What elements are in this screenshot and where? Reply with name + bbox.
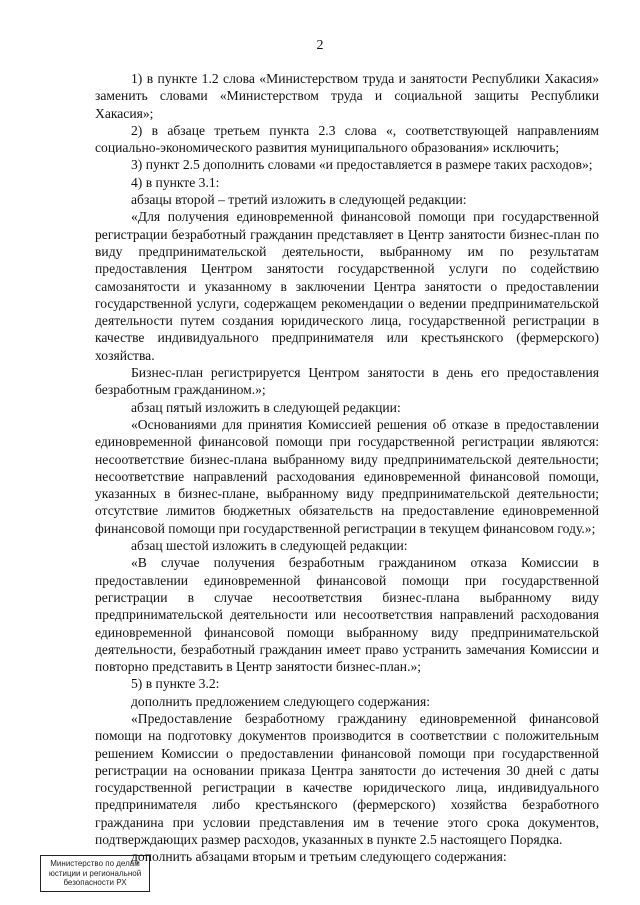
stamp-line: юстиции и региональной [48,868,142,878]
ministry-stamp [40,855,150,892]
paragraph-instruction: абзац шестой изложить в следующей редакции: [131,538,408,554]
paragraph-item-2-amendment: 2) в абзаце третьем пункта 2.3 слова «, соответствующей направлениям социально-экономического развития муниципального образования» исключить; [95,122,599,156]
paragraph-quoted-text: «В случае получения безработным гражданином отказа Комиссии в предоставлении единовременной финансовой помощи при государственной регистрации в случае несоответствия бизнес-плана выбранному виду предпринимательской деятельности или несоответствия направлений расходования единовременной финансовой помощи выбранному виду предпринимательской деятельности, безработный гражданин имеет право устранить замечания Комиссии и повторно представить в Центр занятости бизнес-план.»; [95,555,599,675]
paragraph-item-4-heading: 4) в пункте 3.1: [131,174,220,190]
stamp-line: Министерство по делам [50,859,140,868]
paragraph-item-3-amendment: 3) пункт 2.5 дополнить словами «и предоставляется в размере таких расходов»; [131,157,593,173]
paragraph-item-5-heading: 5) в пункте 3.2: [131,676,220,692]
paragraph-item-1-amendment: 1) в пункте 1.2 слова «Министерством труда и занятости Республики Хакасия» заменить словами «Министерством труда и социальной защиты Республики Хакасия»; [95,71,599,121]
paragraph-instruction: дополнить предложением следующего содержания: [131,693,431,709]
paragraph-quoted-text: «Предоставление безработному гражданину единовременной финансовой помощи на подготовку документов производится в соответствии с положительным решением Комиссии о предоставлении финансовой помощи при государственной регистрации на основании приказа Центра занятости до истечения 30 дней с даты государственной регистрации в качестве юридического лица, индивидуального предпринимателя либо крестьянского (фермерского) хозяйства безработного гражданина при условии представления им в течение этого срока документов, подтверждающих размер расходов, указанных в пункте 2.5 настоящего Порядка. [95,710,599,848]
document-body [95,70,599,866]
paragraph-instruction: абзацы второй – третий изложить в следующей редакции: [131,192,467,208]
paragraph-quoted-text: «Основаниями для принятия Комиссией решения об отказе в предоставлении единовременной финансовой помощи при государственной регистрации являются: несоответствие бизнес-плана выбранному виду предпринимательской деятельности; несоответствие направлений расходования единовременной финансовой помощи, указанных в бизнес-плане, выбранному виду предпринимательской деятельности; отсутствие лимитов бюджетных обязательств на предоставление единовременной финансовой помощи при государственной регистрации в текущем финансовом году.»; [95,416,599,536]
paragraph-quoted-text: «Для получения единовременной финансовой помощи при государственной регистрации безработный гражданин представляет в Центр занятости бизнес-план по виду предпринимательской деятельности, выбранному им по результатам предоставления Центром занятости государственной услуги по содействию самозанятости и указанному в заключении Центра занятости о предоставлении государственной услуги, содержащем рекомендации о ведении предпринимательской деятельности путем создания юридического лица, государственной регистрации в качестве индивидуального предпринимателя или крестьянского (фермерского) хозяйства. [95,209,599,363]
page-number: 2 [316,38,324,53]
stamp-line: безопасности РХ [63,878,127,887]
paragraph-instruction: дополнить абзацами вторым и третьим следующего содержания: [131,849,507,865]
paragraph-quoted-text: Бизнес-план регистрируется Центром занятости в день его предоставления безработным гражданином.»; [95,365,599,398]
paragraph-instruction: абзац пятый изложить в следующей редакции: [131,399,401,415]
